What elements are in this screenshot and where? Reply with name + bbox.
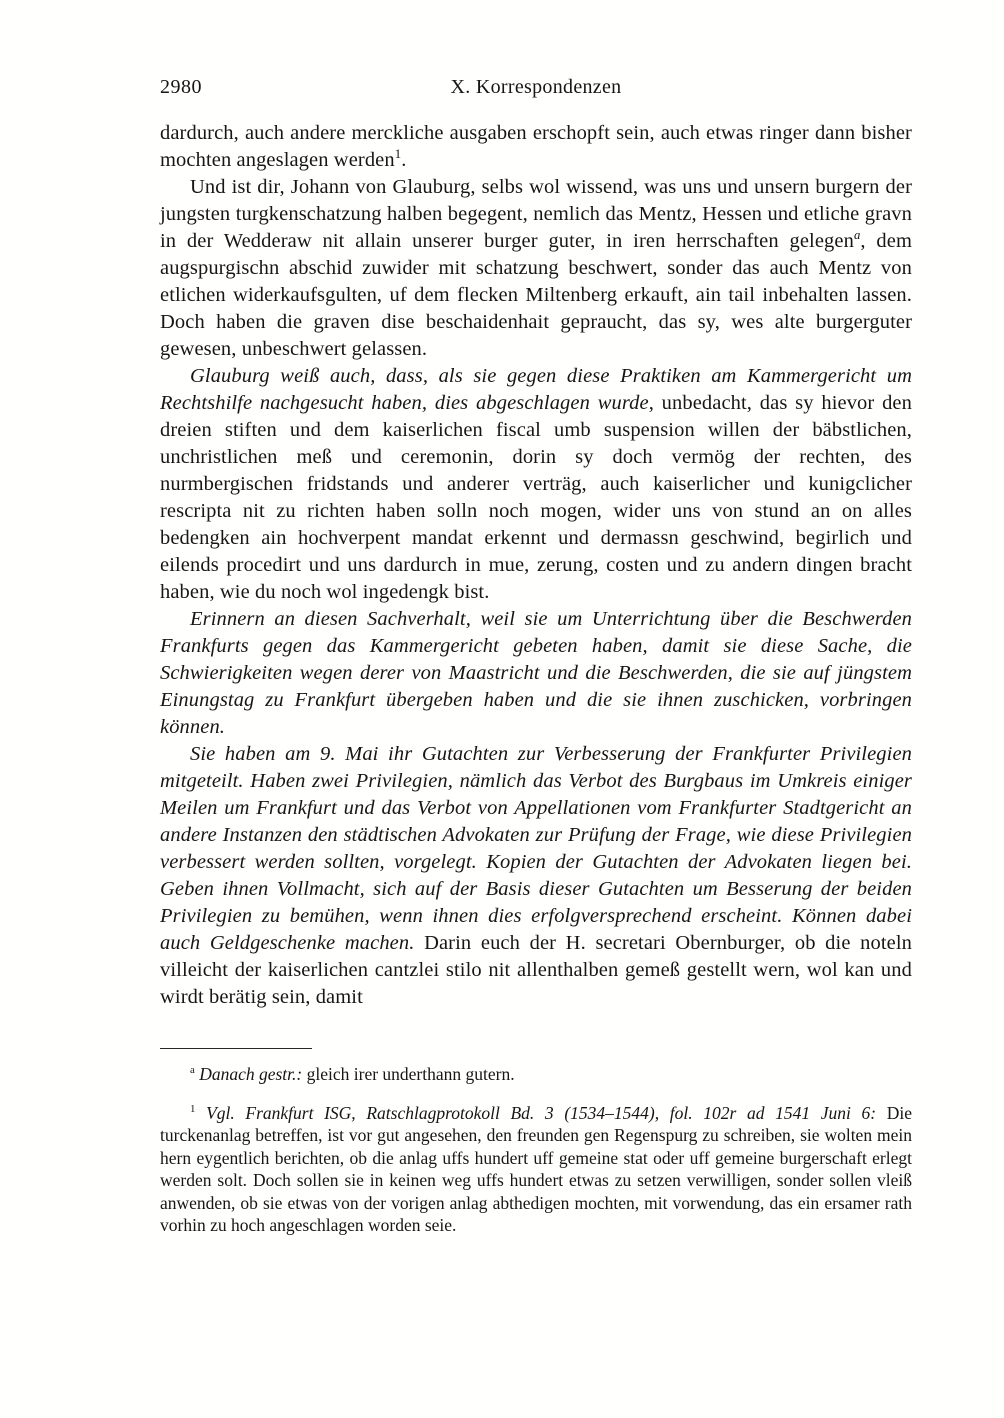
footnote-section [160, 1048, 912, 1237]
footnote-a-text: gleich irer underthann gutern. [302, 1064, 515, 1084]
paragraph-1-text: dardurch, auch andere merckliche ausgaben erschopft sein, auch etwas ringer dann bisher mochten angeslagen werden [160, 122, 912, 171]
paragraph-1-period: . [401, 149, 407, 171]
paragraph-1 [160, 120, 912, 174]
footnote-a-label: Danach gestr.: [199, 1064, 303, 1084]
footnote-separator-rule [160, 1048, 312, 1049]
paragraph-2-text-cont: , dem augspurgischn abschid zuwider mit schatzung beschwert, sonder das auch Mentz von etlichen widerkaufsgulten, uf dem flecken Miltenberg erkauft, ain tail inbehalten lassen. Doch haben die graven dise beschaidenhait gepraucht, das sy, wes alte burgerguter gewesen, unbeschwert gelassen. [160, 230, 913, 360]
paragraph-2 [160, 174, 912, 363]
page-number: 2980 [160, 76, 202, 98]
paragraph-4 [160, 606, 912, 741]
footnote-1 [160, 1102, 912, 1237]
paragraph-2-text: Und ist dir, Johann von Glauburg, selbs wol wissend, was uns und unsern burgern der jungsten turgkenschatzung halben begegent, nemlich das Mentz, Hessen und etliche gravn in der Wedderaw nit allain unserer burger guter, in iren herrschaften gelegen [160, 176, 912, 252]
footnote-1-source: Vgl. Frankfurt ISG, Ratschlagprotokoll Bd. 3 (1534–1544), fol. 102r ad 1541 Juni 6: [206, 1102, 877, 1123]
paragraph-4-regest: Erinnern an diesen Sachverhalt, weil sie um Unterrichtung über die Beschwerden Frankfurts gegen das Kammergericht gebeten haben, damit sie diese Sache, die Schwierigkeiten wegen derer von Maastricht und die Beschwerden, die sie auf jüngstem Einungstag zu Frankfurt übergeben haben und die sie ihnen zuschicken, vorbringen können. [160, 608, 912, 738]
footnote-1-marker: 1 [190, 1102, 196, 1115]
footnote-ref-1: 1 [394, 147, 402, 162]
footnote-1-text: Die turckenanlag betreffen, ist vor gut angesehen, den freunden gen Regenspurg zu schreiben, sie wolten mein hern eygentlich berichten, ob die anlag uffs hundert uff gemeine stat oder uff gemeine burgerschaft erlegt werden solt. Doch sollen sie in keinen weg uffs hundert etwas zu setzen verwilligen, sonder sollen vleiß anwenden, ob sie etwas von der vorigen anlag abthedigen mochten, mit vorwendung, das ein ersamer rath vorhin zu hoch angeschlagen worden seie. [160, 1102, 913, 1235]
body-text [160, 120, 912, 1011]
footnote-a-marker: a [190, 1064, 195, 1077]
paragraph-5 [160, 741, 912, 1011]
footnote-ref-a: a [853, 228, 861, 243]
running-head [160, 76, 912, 104]
running-title: X. Korrespondenzen [450, 76, 622, 98]
paragraph-3-text: , unbedacht, das sy hievor den dreien stiften und dem kaiserlichen fiscal umb suspension willen der bäbstlichen, unchristlichen meß und ceremonin, dorin sy doch vermög der rechten, des nurmbergischen fridstands und anderer verträg, auch kaiserlicher und kunigclicher rescripta nit zu richten haben solln noch mogen, wider uns von stund an on alles bedengken ain hochverpent mandat erkennt und dermassn geschwind, begirlich und eilends procedirt und uns dardurch in mue, zerung, costen und zu andern dingen bracht haben, wie du noch wol ingedengk bist. [160, 392, 912, 603]
footnote-a [160, 1063, 912, 1086]
paragraph-5-regest: Sie haben am 9. Mai ihr Gutachten zur Verbesserung der Frankfurter Privilegien mitgeteilt. Haben zwei Privilegien, nämlich das Verbot des Burgbaus im Umkreis einiger Meilen um Frankfurt und das Verbot von Appellationen vom Frankfurter Stadtgericht an andere Instanzen den städtischen Advokaten zur Prüfung der Frage, wie diese Privilegien verbessert werden sollten, vorgelegt. Kopien der Gutachten der Advokaten liegen bei. Geben ihnen Vollmacht, sich auf der Basis dieser Gutachten um Besserung der beiden Privilegien zu bemühen, wenn ihnen dies erfolgversprechend erscheint. Können dabei auch Geldgeschenke machen. [160, 743, 912, 954]
paragraph-3-regest: Glauburg weiß auch, dass, als sie gegen diese Praktiken am Kammergericht um Rechtshilfe nachgesucht haben, dies abgeschlagen wurde [160, 365, 912, 414]
paragraph-3 [160, 363, 912, 606]
paragraph-5-text: Darin euch der H. secretari Obernburger, ob die noteln villeicht der kaiserlichen cantzlei stilo nit allenthalben gemeß gestellt wern, wol kan und wirdt berätig sein, damit [160, 932, 912, 1008]
